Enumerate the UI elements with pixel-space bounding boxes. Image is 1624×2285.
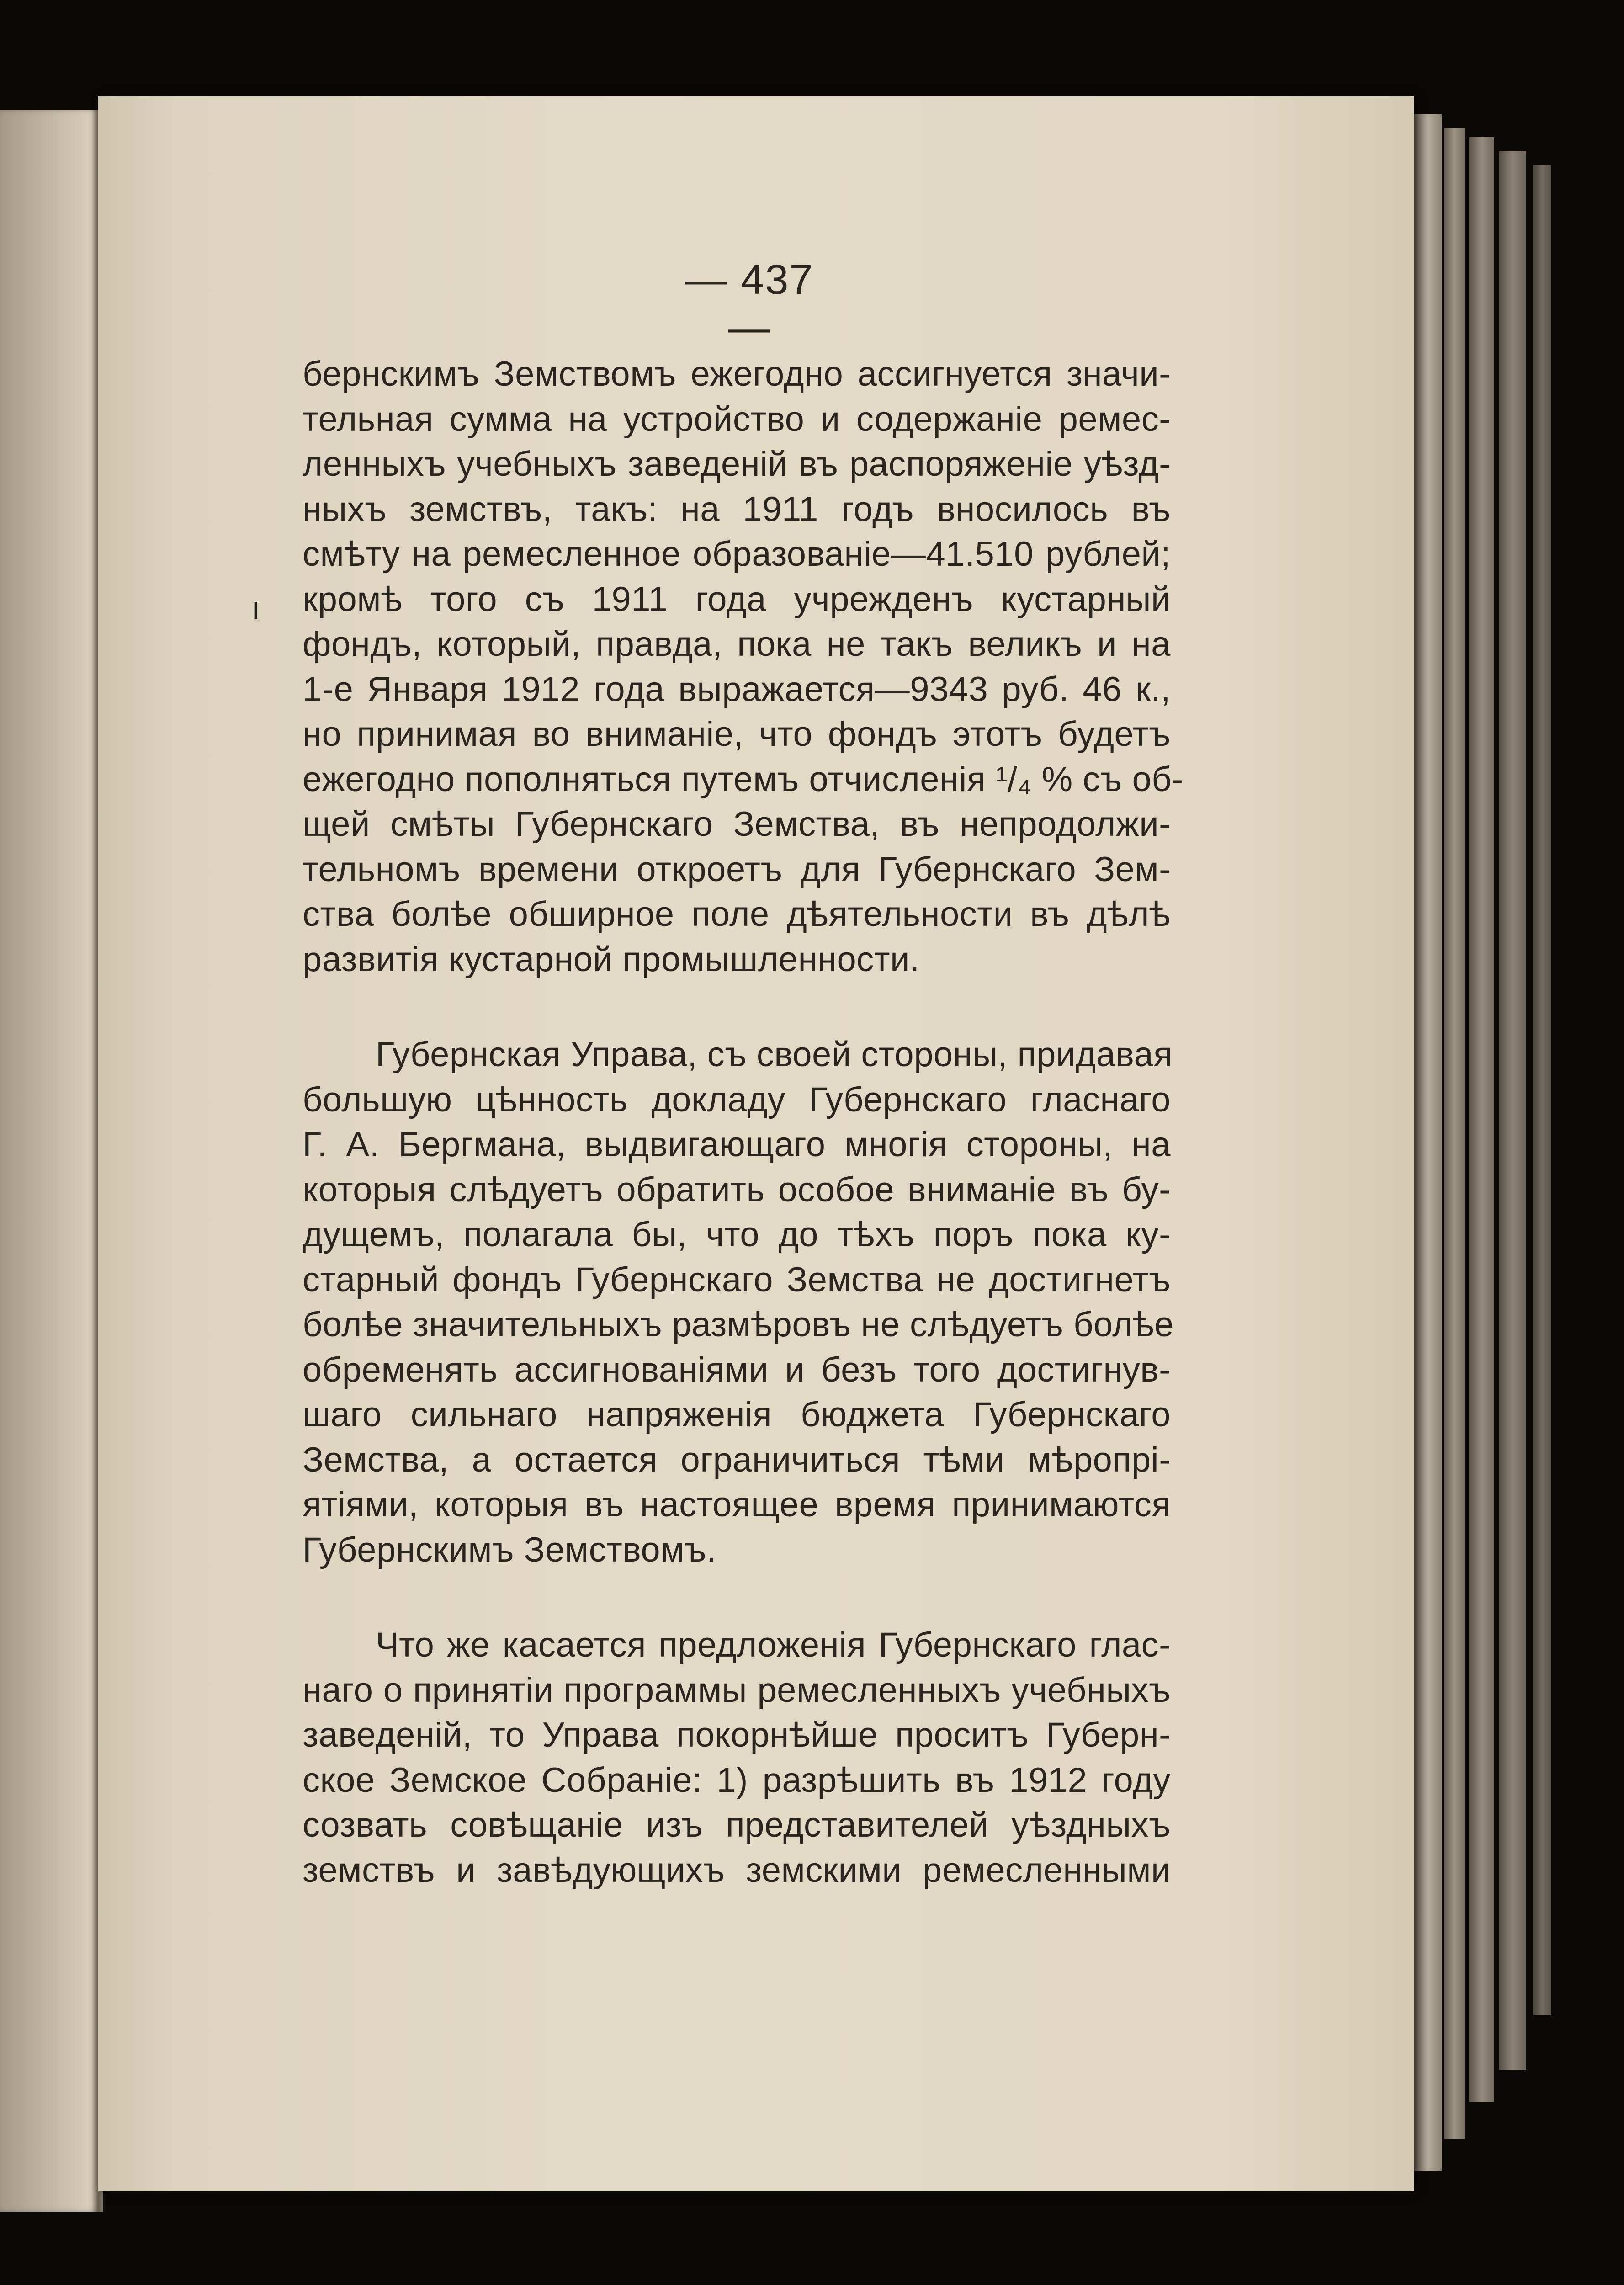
text-line: смѣту на ремесленное образованiе—41.510 рублей; <box>303 535 1171 574</box>
text-line: фондъ, который, правда, пока не такъ великъ и на <box>303 625 1171 664</box>
page-stack-edge <box>1533 165 1551 2015</box>
text-line: заведенiй, то Управа покорнѣйше проситъ Губерн- <box>303 1716 1171 1754</box>
text-line: ежегодно пополняться путемъ отчисленiя ¹/₄ % съ об- <box>303 760 1184 799</box>
text-line: которыя слѣдуетъ обратить особое вниманiе въ бу- <box>303 1170 1171 1209</box>
paragraph <box>303 352 1184 982</box>
text-line: земствъ и завѣдующихъ земскими ремесленными <box>303 1850 1171 1890</box>
text-line: тельная сумма на устройство и содержанiе ремес- <box>303 399 1171 439</box>
text-line: болѣе значительныхъ размѣровъ не слѣдуетъ болѣе <box>303 1305 1174 1344</box>
margin-tick-mark: ı <box>251 590 260 626</box>
text-line: созвать совѣщанiе изъ представителей уѣздныхъ <box>303 1806 1171 1844</box>
page-body <box>303 352 1184 1893</box>
text-line: 1-е Января 1912 года выражается—9343 руб. 46 к., <box>303 670 1171 709</box>
page-stack-edge <box>1444 128 1465 2139</box>
text-line: развитiя кустарной промышленности. <box>303 940 920 979</box>
text-line: щей смѣты Губернскаго Земства, въ непродолжи- <box>303 805 1171 844</box>
page-number: — 437 — <box>685 256 814 351</box>
text-line: дущемъ, полагала бы, что до тѣхъ поръ пока ку- <box>303 1215 1171 1254</box>
text-line: Что же касается предложенiя Губернскаго глас- <box>376 1626 1171 1664</box>
text-line: ныхъ земствъ, такъ: на 1911 годъ вносилось въ <box>303 489 1171 529</box>
text-line: старный фондъ Губернскаго Земства не достигнетъ <box>303 1260 1171 1299</box>
text-line: кромѣ того съ 1911 года учрежденъ кустарный <box>303 579 1171 619</box>
page-stack-edge <box>1499 151 1526 2070</box>
text-line: ства болѣе обширное поле дѣятельности въ дѣлѣ <box>303 895 1171 934</box>
text-line: Земства, а остается ограничиться тѣми мѣропрi- <box>303 1440 1171 1479</box>
text-line: обременять ассигнованiями и безъ того достигнув- <box>303 1350 1171 1389</box>
text-line: ятiями, которыя въ настоящее время принимаются <box>303 1485 1171 1524</box>
text-line: ское Земское Собранiе: 1) разрѣшить въ 1912 году <box>303 1760 1171 1800</box>
paragraph <box>303 1032 1174 1573</box>
text-line: Губернская Управа, съ своей стороны, придавая <box>376 1035 1173 1074</box>
text-line: бернскимъ Земствомъ ежегодно ассигнуется значи- <box>303 355 1171 393</box>
page-stack-edge <box>1469 137 1494 2102</box>
text-line: шаго сильнаго напряженiя бюджета Губернскаго <box>303 1395 1171 1434</box>
text-line: Г. А. Бергмана, выдвигающаго многiя стороны, на <box>303 1125 1171 1164</box>
paragraph <box>303 1623 1171 1893</box>
text-line: наго о принятiи программы ремесленныхъ учебныхъ <box>303 1670 1171 1710</box>
text-line: большую цѣнность докладу Губернскаго гласнаго <box>303 1080 1171 1119</box>
previous-page-edge <box>0 110 103 2212</box>
text-line: тельномъ времени откроетъ для Губернскаго Зем- <box>303 850 1171 889</box>
page-stack-edge <box>1414 114 1442 2171</box>
text-line: Губернскимъ Земствомъ. <box>303 1530 716 1569</box>
text-line: ленныхъ учебныхъ заведенiй въ распоряженiе уѣзд- <box>303 445 1171 484</box>
text-line: но принимая во вниманiе, что фондъ этотъ будетъ <box>303 715 1171 754</box>
